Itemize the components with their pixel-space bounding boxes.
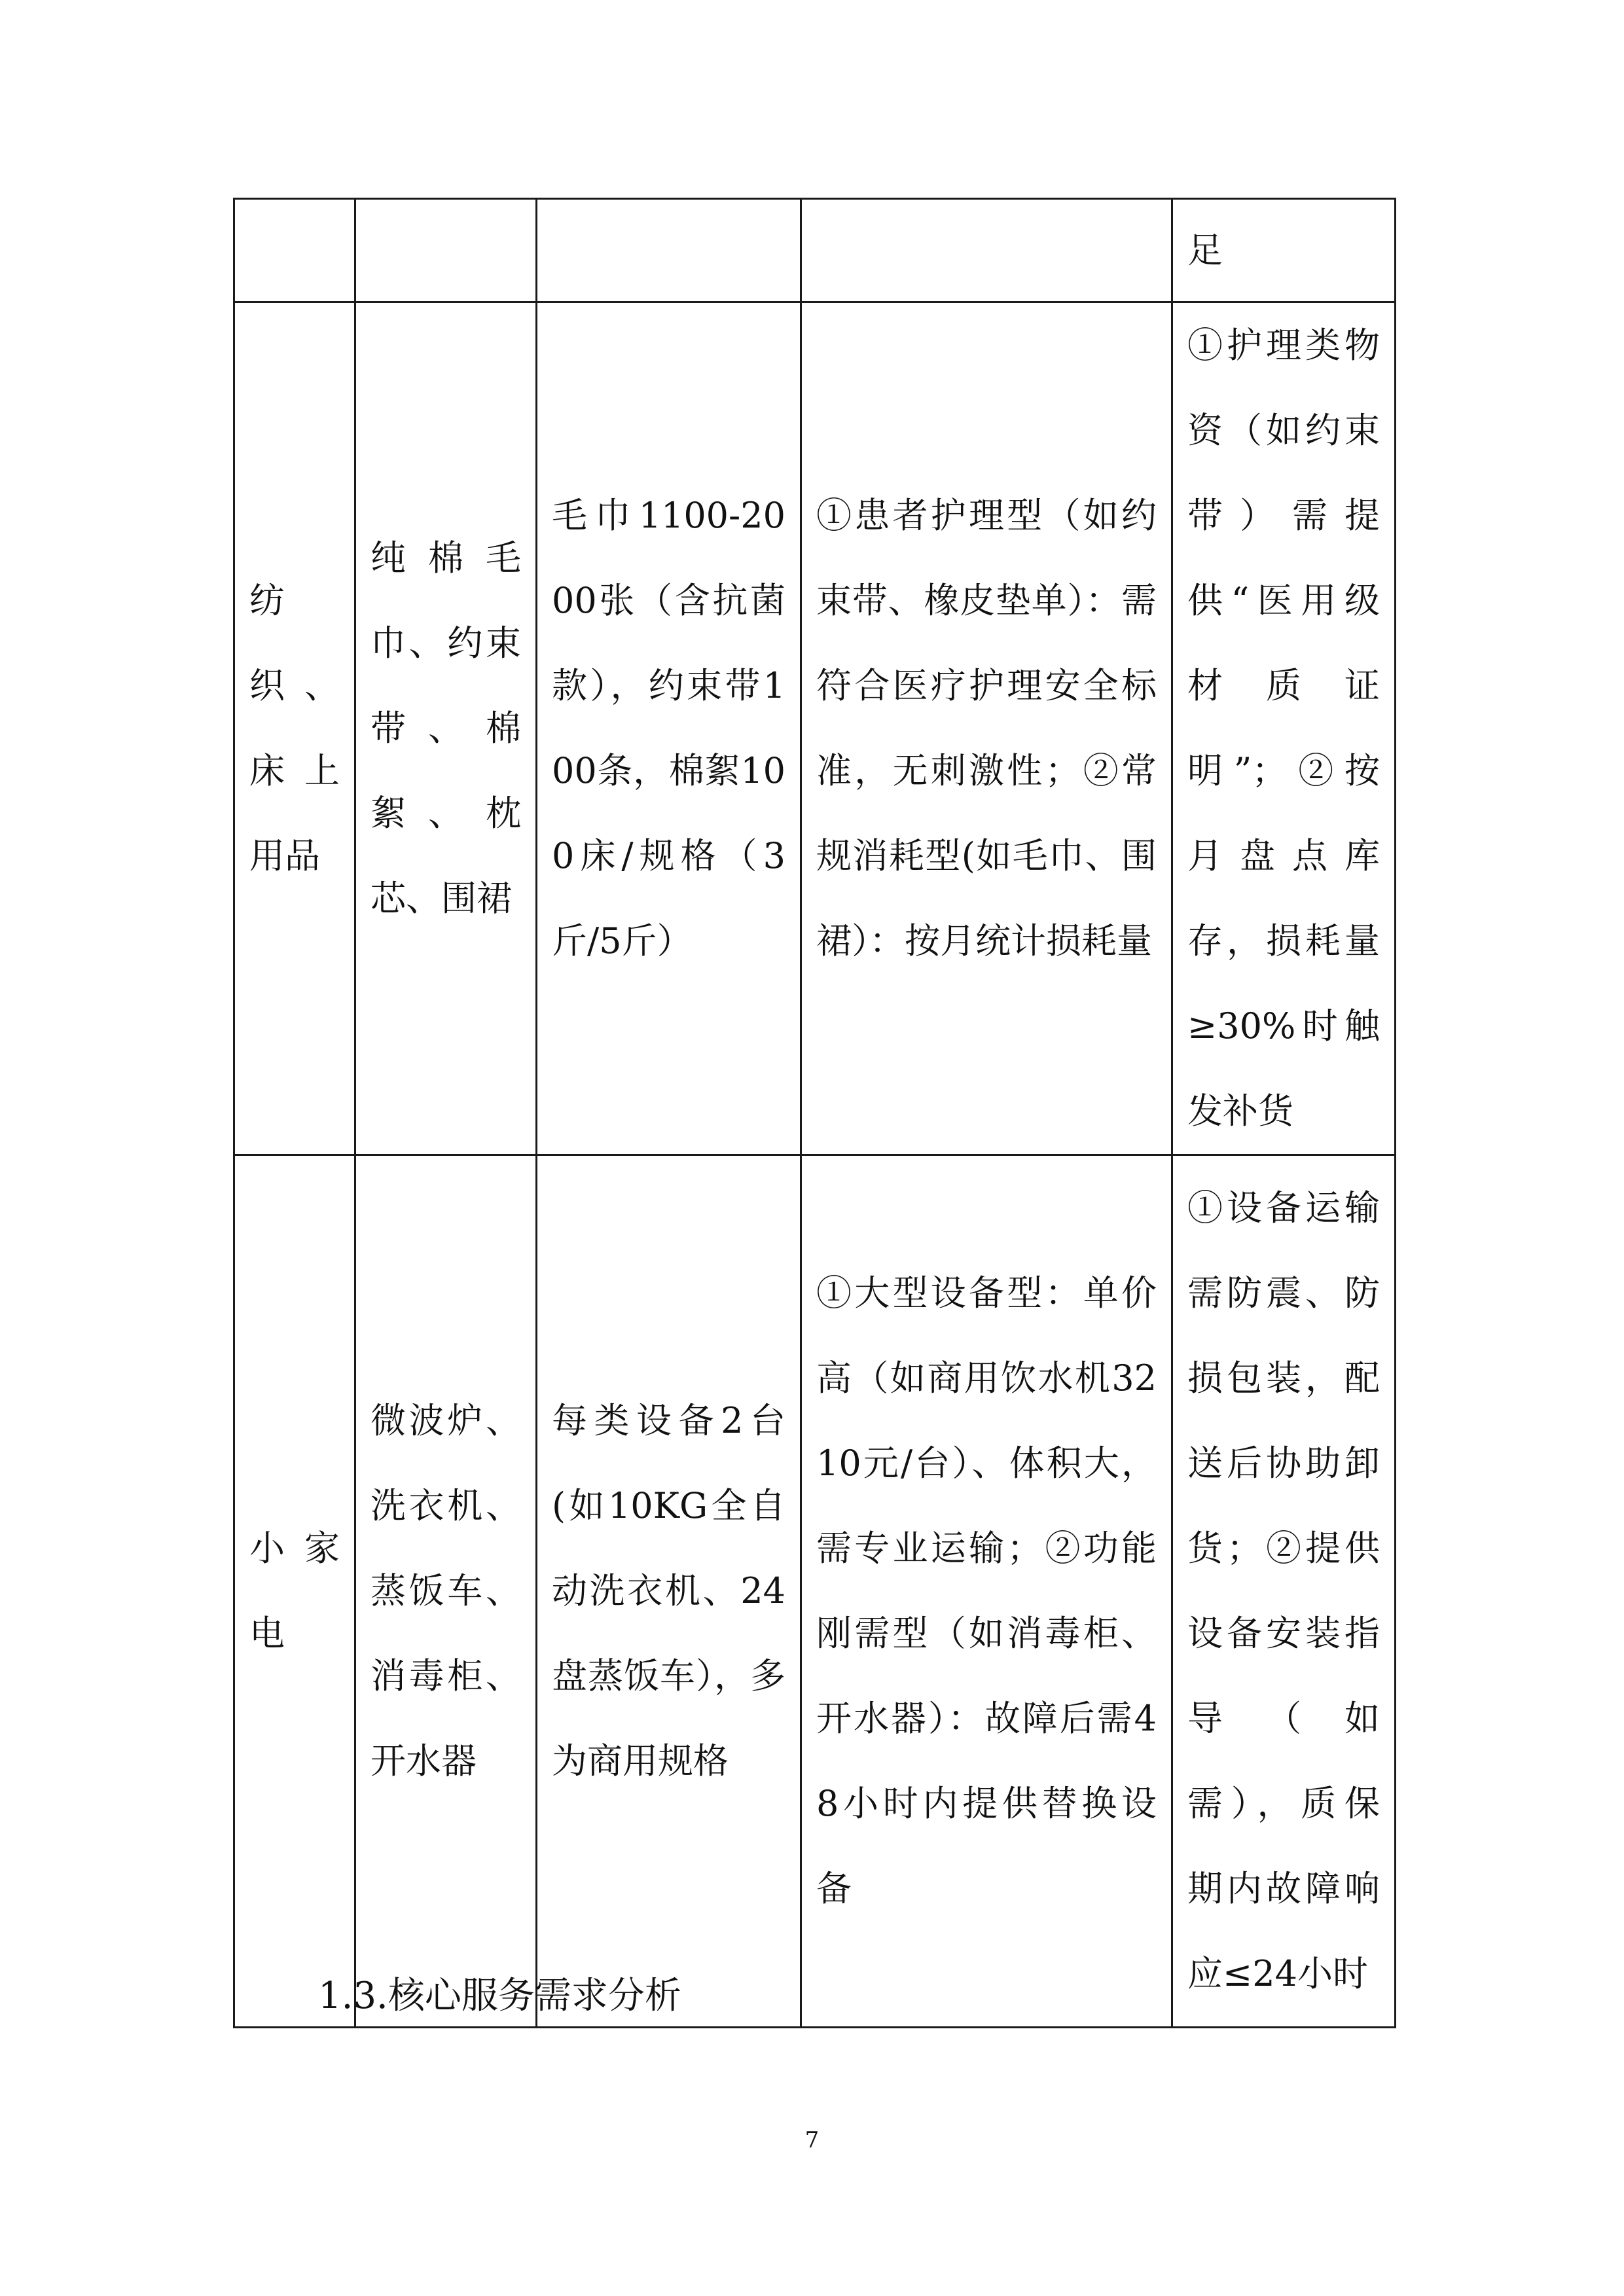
- category-cell: [234, 199, 355, 302]
- table-row: [234, 302, 1396, 1155]
- requirements-cell: ①大型设备型：单价高（如商用饮水机3210元/台）、体积大，需专业运输；②功能刚需型（如消毒柜、开水器）：故障后需48小时内提供替换设备: [801, 1155, 1172, 2028]
- table-row: [234, 199, 1396, 302]
- notes-cell: ①护理类物资（如约束带）需提供“医用级材质证明”；②按月盘点库存，损耗量≥30%时触发补货: [1172, 302, 1396, 1155]
- section-heading: 1.3.核心服务需求分析: [318, 1975, 681, 2017]
- table-row: [234, 1155, 1396, 2028]
- category-cell: 小家电: [234, 1155, 355, 2028]
- items-cell: 微波炉、洗衣机、蒸饭车、消毒柜、开水器: [355, 1155, 537, 2028]
- notes-cell: 足: [1172, 199, 1396, 302]
- quantity-cell: [537, 199, 801, 302]
- items-cell: [355, 199, 537, 302]
- page-number: 7: [804, 2127, 820, 2153]
- items-cell: 纯棉毛巾、约束带、棉絮、枕芯、围裙: [355, 302, 537, 1155]
- quantity-cell: 毛巾1100-2000张（含抗菌款），约束带100条，棉絮100床/规格（3斤/5斤）: [537, 302, 801, 1155]
- requirements-table: [233, 198, 1396, 2028]
- notes-cell: ①设备运输需防震、防损包装，配送后协助卸货；②提供设备安装指导（如需），质保期内故障响应≤24小时: [1172, 1155, 1396, 2028]
- requirements-cell: [801, 199, 1172, 302]
- requirements-cell: ①患者护理型（如约束带、橡皮垫单）：需符合医疗护理安全标准，无刺激性；②常规消耗型(如毛巾、围裙）：按月统计损耗量: [801, 302, 1172, 1155]
- category-cell: 纺织、床上用品: [234, 302, 355, 1155]
- quantity-cell: 每类设备2台(如10KG全自动洗衣机、24盘蒸饭车），多为商用规格: [537, 1155, 801, 2028]
